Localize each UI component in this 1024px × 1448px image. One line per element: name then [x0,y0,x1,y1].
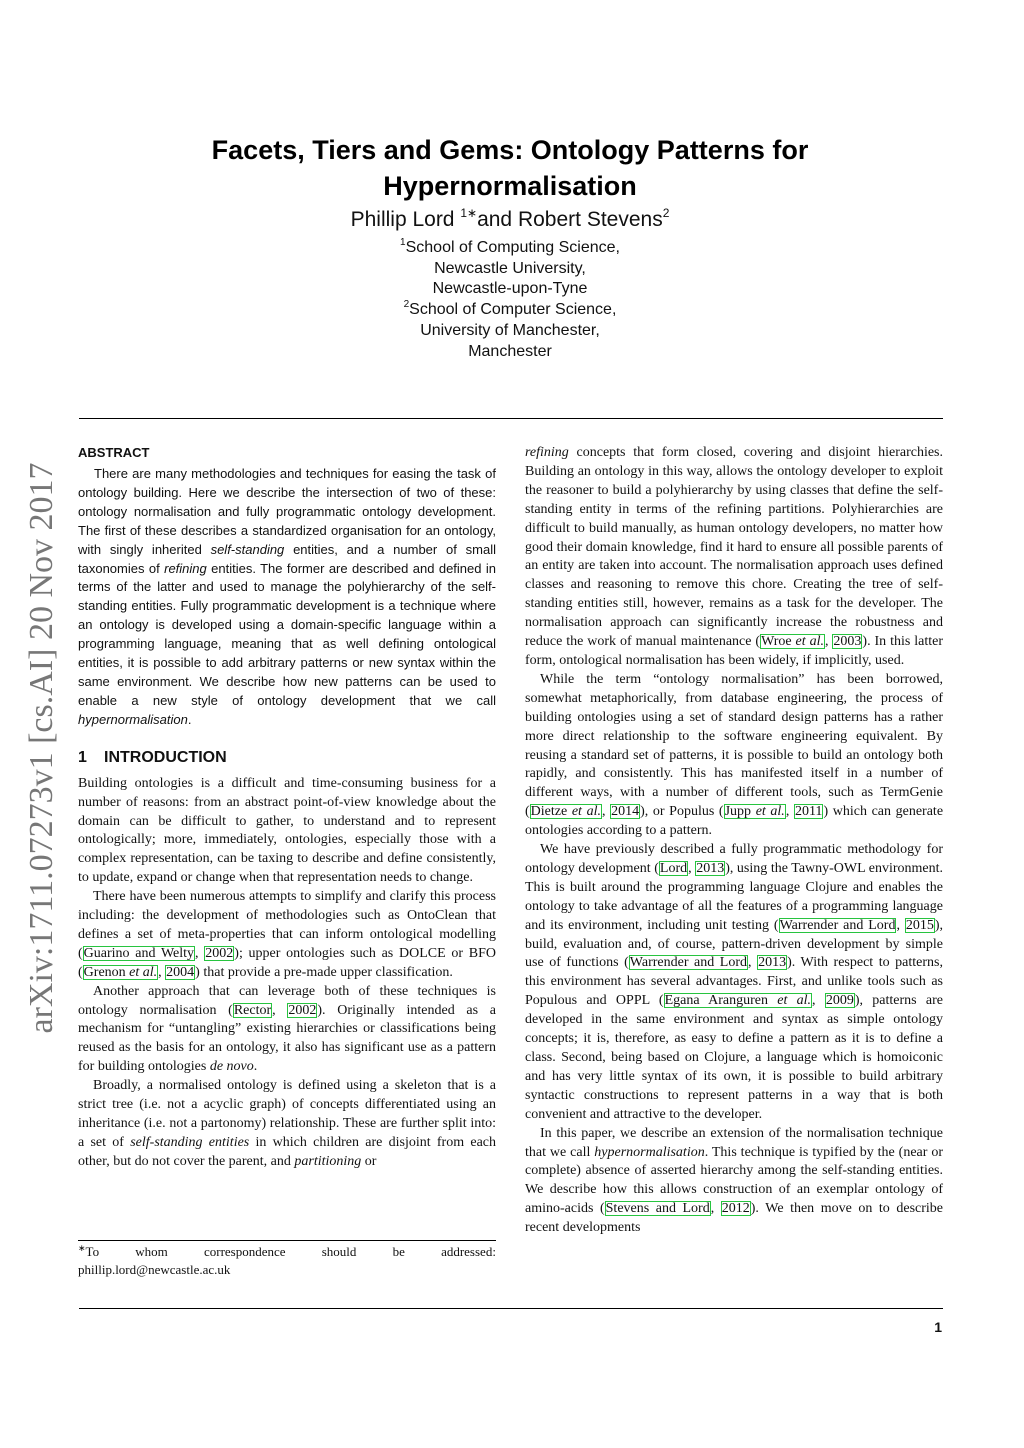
citation-link[interactable]: Warrender and Lord [779,917,896,933]
intro-paragraph-7: We have previously described a fully programmatic methodology for ontology development (Lord, 2013), using the Tawny-OWL environment. This is built around the programming language Clojure and enables the ontology to take advantage of all the features of a programming language and its environment, including unit testing (Warrender and Lord, 2015), build, evaluation and, of course, pattern-driven development by simple use of functions (Warrender and Lord, 2013). With respect to patterns, this environment has several advantages. First, and unlike tools such as Populous and OPPL (Egana Aranguren et al., 2009), patterns are developed in the same environment and syntax as simple ontology concepts; it is, therefore, as easy to define a pattern as it is to define a class. Second, being based on Clojure, a language which is homoiconic and has very little syntax of its own, it is possible to build arbitrary syntactic constructions to represent patterns in a way that is both convenient and attractive to the developer. [525,842,944,1122]
intro-paragraph-5: refining concepts that form closed, covering and disjoint hierarchies. Building an ontology in this way, allows the ontology developer to exploit the reasoner to build a polyhierarchy by using classes that define the self-standing entity in terms of the refining partitions. Polyhierarchies are difficult to build manually, as human ontology developers, no matter how good their domain knowledge, find it hard to ensure all possible parents of an entity are taken into account. The normalisation approach uses defined classes and reasoning to remove this chore. Creating the tree of self-standing entities still, however, remains as a task for the developer. The normalisation approach can significantly increase the robustness and reduce the work of manual maintenance (Wroe et al., 2003). In this latter form, ontological normalisation has been widely, if implicitly, used. [525,445,944,668]
page-number: 1 [934,1319,942,1335]
footnote-word: whom [135,1244,168,1259]
citation-year-link[interactable]: 2015 [905,917,934,933]
footnote-word: be [392,1244,405,1259]
author-affiliation-marker: 1∗ [460,206,478,220]
affiliation-text: School of Computer Science, [409,301,617,319]
affiliation-line [250,321,770,342]
footnote-rule [78,1240,496,1241]
citation-year-link[interactable]: 2012 [721,1201,750,1217]
abstract-heading: ABSTRACT [78,445,150,460]
citation-year-link[interactable]: 2004 [166,964,195,980]
abstract-text: There are many methodologies and techniques for easing the task of ontology building. Here we describe the intersection of two of these: ontology normalisation and fully programmatic ontology development. The first of these describes a standardized organisation for an ontology, with singly inherited self-standing entities, and a number of small taxonomies of refining entities. The former are described and defined in terms of the latter and used to manage the polyhierarchy of the self-standing entities. Fully programmatic development is a technique where an ontology is developed using a domain-specific language within a programming language, meaning that as well defining ontological entities, it is possible to add arbitrary patterns or new syntax within the same environment. We describe how new patterns can be used to enable a new style of ontology development that we call hypernormalisation. [78,466,496,727]
intro-paragraph-8: In this paper, we describe an extension of the normalisation technique that we call hypernormalisation. This technique is typified by the (near or complete) absence of asserted hierarchy among the self-standing entities. We describe how this allows construction of an exemplar ontology of amino-acids (Stevens and Lord, 2012). We then move on to describe recent developments [525,1125,943,1236]
right-column [525,444,943,1238]
citation-link[interactable]: Guarino and Welty [83,945,195,961]
citation-link[interactable]: Lord [659,860,688,876]
affiliation-text: Manchester [468,342,552,360]
intro-paragraph-2: There have been numerous attempts to simplify and clarify this process including: the development of methodologies such as OntoClean that defines a set of meta-properties that can inform ontological modelling (Guarino and Welty, 2002); upper ontologies such as DOLCE or BFO (Grenon et al., 2004) that provide a pre-made upper classification. [78,889,496,980]
footnote-marker: ∗ [78,1243,86,1253]
affiliation-line [250,259,770,280]
intro-paragraph-4: Broadly, a normalised ontology is defined using a skeleton that is a strict tree (i.e. not a acyclic graph) of concepts differentiated using an inheritance (i.e. not a partonomy) relationship. These are further split into: a set of self-standing entities in which children are disjoint from each other, but do not cover the parent, and partitioning or [78,1078,496,1169]
affiliation-line [250,279,770,300]
footnote [78,1240,496,1279]
affiliation-line [250,238,770,259]
citation-link[interactable]: Dietze et al. [530,804,601,820]
affiliation-text: Newcastle-upon-Tyne [432,280,588,298]
author-affiliation-marker: 2 [662,206,670,220]
affiliation-line [250,300,770,321]
citation-link[interactable]: Stevens and Lord [605,1201,710,1217]
citation-year-link[interactable]: 2013 [758,955,787,971]
intro-paragraph-6: While the term “ontology normalisation” has been borrowed, somewhat metaphorically, from database engineering, the process of building ontologies using a set of standard design patterns has a rather more direct relationship to the software engineering equivalent. By reusing a standard set of patterns, it is possible to build an ontology both rapidly, and consistently. This has manifested itself in a number of different ways, with a number of different tools, such as TermGenie (Dietze et al., 2014), or Populus (Jupp et al., 2011) which can generate ontologies according to a pattern. [525,671,944,839]
author-name: and Robert Stevens [477,208,663,231]
intro-paragraph-1: Building ontologies is a difficult and time-consuming business for a number of reasons: from an abstract point-of-view knowledge about the domain can be difficult to gather, to understand and to represent ontologically; more, immediately, ontologies, especially those with a complex representation, can be taxing to describe and define consistently, to update, expand or change when that representation needs to change. [78,775,496,886]
footnote-line-1 [78,1243,496,1261]
citation-year-link[interactable]: 2014 [611,804,640,820]
affiliation-text: School of Computing Science, [405,239,620,256]
affiliation-marker: 2 [403,299,410,311]
affiliation-line [250,342,770,363]
arxiv-identifier: arXiv:1711.07273v1 [cs.AI] 20 Nov 2017 [23,462,60,1034]
affiliations [250,238,770,362]
citation-year-link[interactable]: 2009 [825,993,854,1009]
footer-divider [79,1308,943,1309]
paper-title: Facets, Tiers and Gems: Ontology Patterns for Hypernormalisation [211,135,809,201]
affiliation-text: Newcastle University, [434,259,586,277]
citation-year-link[interactable]: 2003 [833,634,862,650]
affiliation-text: University of Manchester, [420,321,600,339]
affiliation-marker: 1 [400,237,406,248]
citation-year-link[interactable]: 2002 [205,945,234,961]
citation-link[interactable]: Egana Aranguren et al. [664,993,812,1009]
citation-link[interactable]: Warrender and Lord [629,955,748,971]
citation-link[interactable]: Grenon et al. [83,964,158,980]
section-heading-introduction [78,748,496,768]
author-line [200,206,820,234]
section-number: 1 [78,748,87,766]
footnote-word: ∗To [78,1243,100,1259]
citation-year-link[interactable]: 2011 [794,804,823,820]
author-name: Phillip Lord [350,208,455,231]
citation-link[interactable]: Rector [233,1002,272,1018]
intro-paragraph-3: Another approach that can leverage both of these techniques is ontology normalisation (Rector, 2002). Originally intended as a mechanism for “untangling” existing hierarchies or classifications being reused as the basis for an ontology, it also has significant use as a pattern for building ontologies de novo. [78,983,497,1075]
left-column [78,444,496,1172]
footnote-word: should [321,1244,357,1259]
citation-year-link[interactable]: 2013 [696,860,725,876]
footnote-email: phillip.lord@newcastle.ac.uk [78,1262,231,1277]
header-divider [79,418,943,419]
citation-link[interactable]: Jupp et al. [724,804,785,820]
citation-link[interactable]: Wroe et al. [761,634,824,650]
section-title: INTRODUCTION [104,748,227,766]
footnote-word: addressed: [441,1244,496,1259]
footnote-word: correspondence [203,1244,286,1259]
citation-year-link[interactable]: 2002 [288,1002,317,1018]
